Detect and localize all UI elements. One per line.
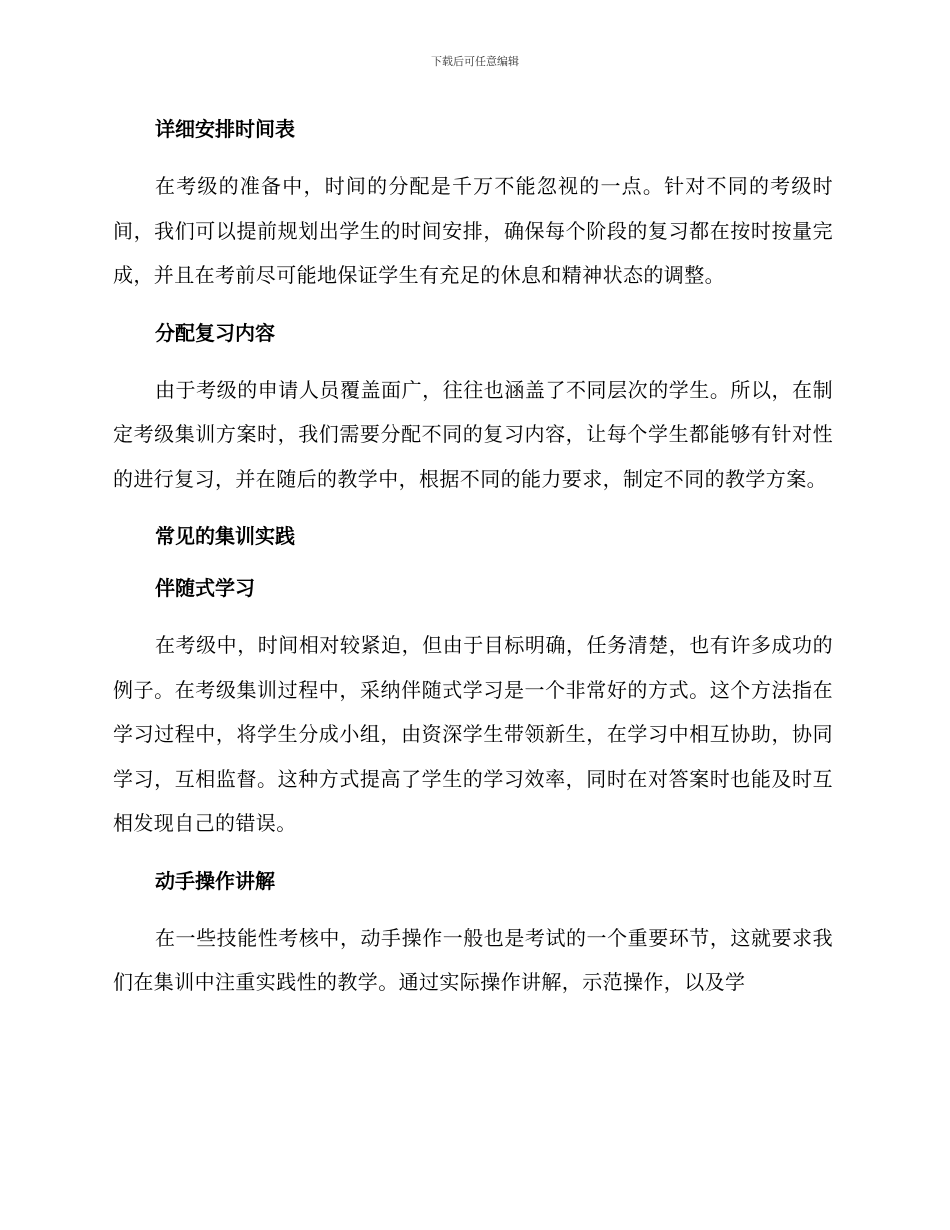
paragraph-hands-on: 在一些技能性考核中，动手操作一般也是考试的一个重要环节，这就要求我们在集训中注重实践性的教学。通过实际操作讲解，示范操作，以及学 xyxy=(113,925,833,994)
document-body xyxy=(113,112,833,1023)
paragraph-schedule: 在考级的准备中，时间的分配是千万不能忽视的一点。针对不同的考级时间，我们可以提前规划出学生的时间安排，确保每个阶段的复习都在按时按量完成，并且在考前尽可能地保证学生有充足的休息和精神状态的调整。 xyxy=(113,174,833,287)
paragraph-review-content: 由于考级的申请人员覆盖面广，往往也涵盖了不同层次的学生。所以，在制定考级集训方案时，我们需要分配不同的复习内容，让每个学生都能够有针对性的进行复习，并在随后的教学中，根据不同的能力要求，制定不同的教学方案。 xyxy=(113,377,833,491)
section-heading-hands-on: 动手操作讲解 xyxy=(155,868,275,893)
section-heading-schedule: 详细安排时间表 xyxy=(155,117,295,141)
page-header-note: 下载后可任意编辑 xyxy=(431,55,519,68)
section-heading-review-content: 分配复习内容 xyxy=(155,320,275,345)
section-heading-training-practice: 常见的集训实践 xyxy=(155,524,295,548)
section-heading-accompanied-learning: 伴随式学习 xyxy=(155,576,255,600)
paragraph-accompanied-learning: 在考级中，时间相对较紧迫，但由于目标明确，任务清楚，也有许多成功的例子。在考级集训过程中，采纳伴随式学习是一个非常好的方式。这个方法指在学习过程中，将学生分成小组，由资深学生带领新生，在学习中相互协助，协同学习，互相监督。这种方式提高了学生的学习效率，同时在对答案时也能及时互相发现自己的错误。 xyxy=(113,633,833,835)
